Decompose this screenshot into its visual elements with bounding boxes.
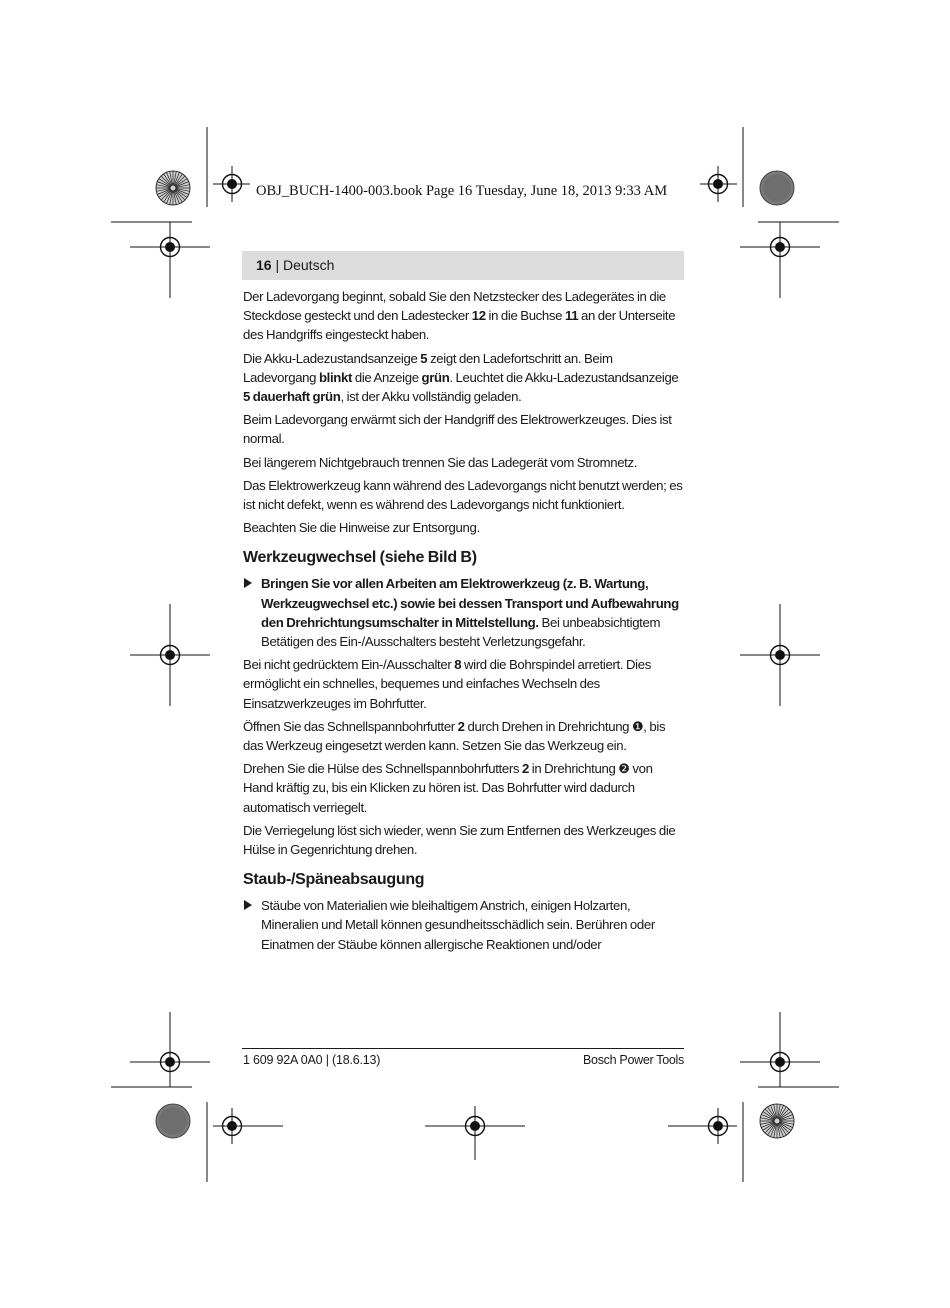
- paragraph-spindle-lock: Bei nicht gedrücktem Ein-/Ausschalter 8 wird die Bohrspindel arretiert. Dies ermöglicht ein schnelles, bequemes und einfaches Wechseln des Einsatzwerkzeuges im Bohrfutter.: [243, 657, 651, 711]
- body-text: [243, 287, 684, 958]
- paragraph-charging-start: Der Ladevorgang beginnt, sobald Sie den Netzstecker des Ladegerätes in die Steckdose gesteckt und den Ladestecker 12 in die Buchse 11 an der Unterseite des Handgriffs eingesteckt haben.: [243, 289, 676, 343]
- paragraph-close-chuck: Drehen Sie die Hülse des Schnellspannbohrfutters 2 in Drehrichtung ❷ von Hand kräftig zu, bis ein Klicken zu hören ist. Das Bohrfutter wird dadurch automatisch verriegelt.: [243, 761, 653, 815]
- footer-divider: [242, 1048, 684, 1049]
- paragraph-open-chuck: Öffnen Sie das Schnellspannbohrfutter 2 durch Drehen in Drehrichtung ❶, bis das Werkzeug eingesetzt werden kann. Setzen Sie das Werkzeug ein.: [243, 718, 666, 754]
- bullet-safety-tool-change: Bringen Sie vor allen Arbeiten am Elektrowerkzeug (z. B. Wartung, Werkzeugwechsel etc.) sowie bei dessen Transport und Aufbewahrung den Drehrichtungsumschalter in Mittelstellung. Bei unbeabsichtigtem Betätigen des Ein-/Ausschalters besteht Verletzungsgefahr.: [243, 574, 684, 651]
- page-header: [242, 251, 684, 280]
- paragraph-disconnect: Bei längerem Nichtgebrauch trennen Sie das Ladegerät vom Stromnetz.: [243, 454, 638, 470]
- bullet-triangle-icon: [244, 578, 252, 588]
- paragraph-charge-indicator: Die Akku-Ladezustandsanzeige 5 zeigt den Ladefortschritt an. Beim Ladevorgang blinkt die Anzeige grün. Leuchtet die Akku-Ladezustandsanzeige 5 dauerhaft grün, ist der Akku vollständig geladen.: [243, 350, 679, 405]
- rotation-direction-2-icon: ❷: [618, 761, 630, 777]
- heading-dust-extraction: Staub-/Späneabsaugung: [243, 871, 425, 889]
- paragraph-warm-handle: Beim Ladevorgang erwärmt sich der Handgriff des Elektrowerkzeuges. Dies ist normal.: [243, 412, 672, 447]
- bullet-dust-warning: Stäube von Materialien wie bleihaltigem Anstrich, einigen Holzarten, Mineralien und Metall können gesundheitsschädlich sein. Berühren oder Einatmen der Stäube können allergische Reaktionen und/oder: [243, 896, 684, 954]
- paragraph-release-lock: Die Verriegelung löst sich wieder, wenn Sie zum Entfernen des Werkzeuges die Hülse in Gegenrichtung drehen.: [243, 822, 676, 858]
- footer-document-number: 1 609 92A 0A0 | (18.6.13): [243, 1053, 381, 1067]
- paragraph-not-usable: Das Elektrowerkzeug kann während des Ladevorgangs nicht benutzt werden; es ist nicht defekt, wenn es während des Ladevorgangs nicht funktioniert.: [243, 477, 683, 513]
- page-number: 16: [256, 257, 272, 273]
- paragraph-disposal: Beachten Sie die Hinweise zur Entsorgung.: [243, 520, 480, 536]
- bullet-triangle-icon: [244, 900, 252, 910]
- header-language: Deutsch: [283, 257, 335, 273]
- header-separator: |: [271, 257, 283, 273]
- file-slug: OBJ_BUCH-1400-003.book Page 16 Tuesday, June 18, 2013 9:33 AM: [256, 183, 668, 199]
- footer-brand: Bosch Power Tools: [583, 1053, 684, 1067]
- heading-tool-change: Werkzeugwechsel (siehe Bild B): [243, 549, 477, 567]
- rotation-direction-1-icon: ❶: [631, 718, 644, 734]
